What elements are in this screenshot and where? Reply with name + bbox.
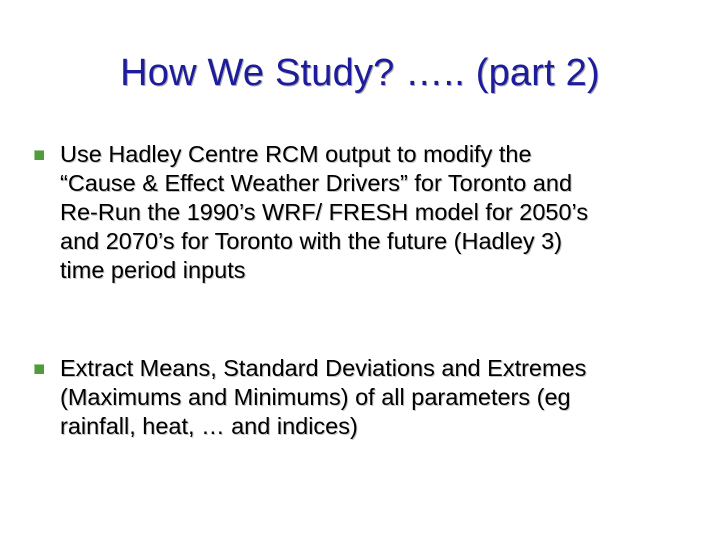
- slide-title: How We Study? ….. (part 2): [120, 52, 600, 94]
- bullet-line: rainfall, heat, … and indices): [60, 413, 358, 439]
- bullet-text: [60, 140, 700, 285]
- square-bullet-icon: [34, 364, 44, 374]
- bullet-item-2: [60, 354, 700, 441]
- bullet-line: time period inputs: [60, 257, 246, 283]
- bullet-line: Extract Means, Standard Deviations and Extremes: [60, 355, 587, 381]
- bullet-item-1: [60, 140, 700, 285]
- bullet-line: and 2070’s for Toronto with the future (Hadley 3): [60, 228, 563, 254]
- square-bullet-icon: [34, 150, 44, 160]
- bullet-line: Use Hadley Centre RCM output to modify the: [60, 141, 532, 167]
- bullet-text: [60, 354, 700, 441]
- bullet-line: “Cause & Effect Weather Drivers” for Toronto and: [60, 170, 573, 196]
- bullet-line: Re-Run the 1990’s WRF/ FRESH model for 2050’s: [60, 199, 589, 225]
- bullet-line: (Maximums and Minimums) of all parameters (eg: [60, 384, 571, 410]
